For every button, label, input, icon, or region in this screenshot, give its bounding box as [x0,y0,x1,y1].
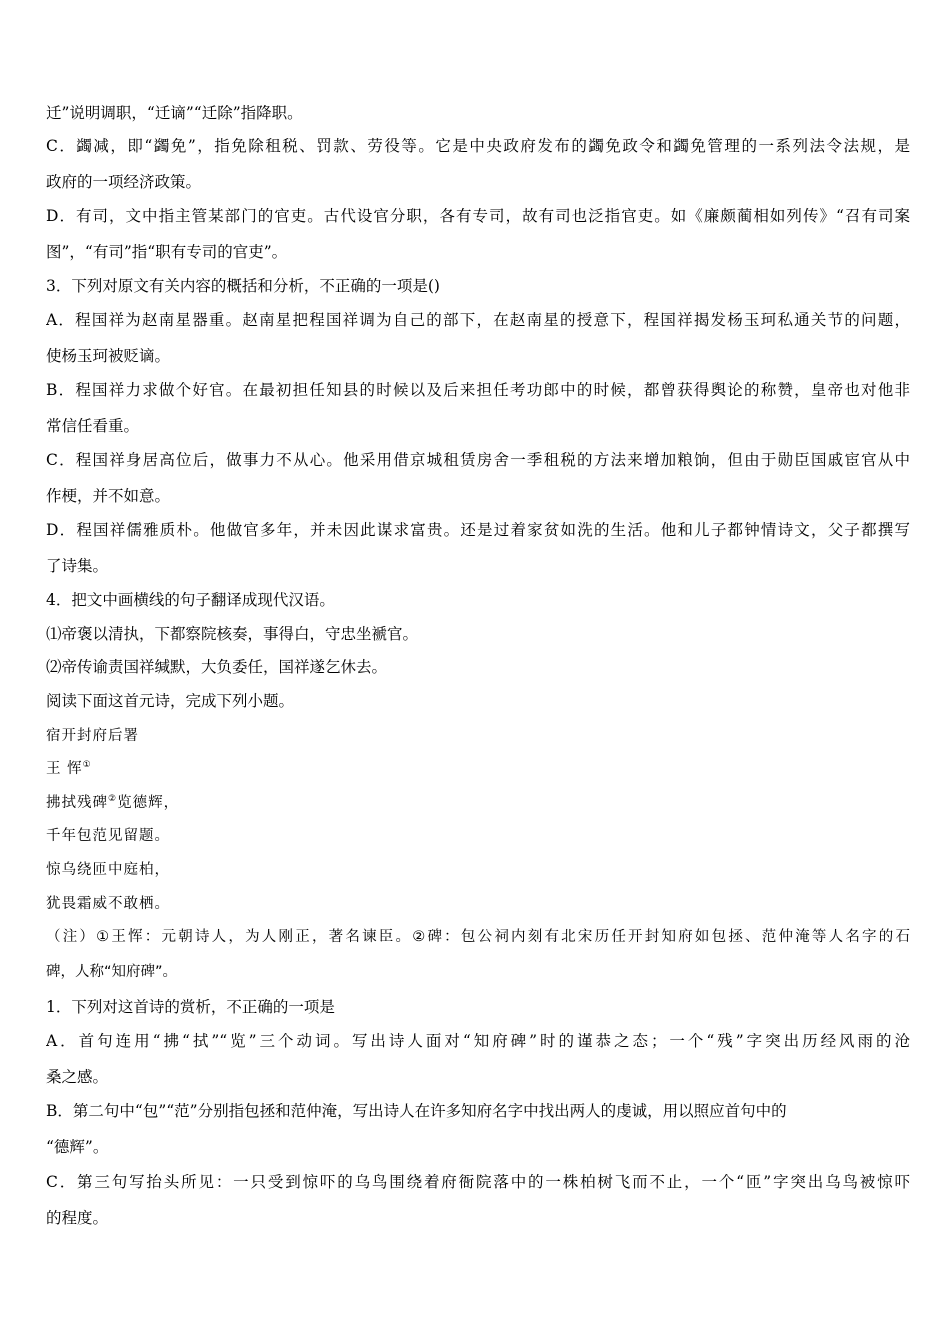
question-3-option-d-line-2: 了诗集。 [46,557,109,575]
question-4-sentence-2: ⑵帝传谕责国祥缄默，大负委任，国祥遂乞休去。 [46,658,388,676]
option-d-vocab-line-1: D．有司，文中指主管某部门的官吏。古代设官分职，各有专司，故有司也泛指官吏。如《廉颇蔺相如列传》“召有司案 [46,207,910,225]
option-c-vocab-line-1: C．蠲减，即“蠲免”，指免除租税、罚款、劳役等。它是中央政府发布的蠲免政令和蠲免管理的一系列法令法规，是 [46,137,910,155]
question-3-option-a-line-1: A．程国祥为赵南星器重。赵南星把程国祥调为自己的部下，在赵南星的授意下，程国祥揭发杨玉珂私通关节的问题， [46,311,910,329]
question-1-option-c-line-2: 的程度。 [46,1209,109,1227]
question-3-option-d-line-1: D．程国祥儒雅质朴。他做官多年，并未因此谋求富贵。还是过着家贫如洗的生活。他和儿子都钟情诗文，父子都撰写 [46,521,910,539]
question-1-option-b-line-1: B．第二句中“包”“范”分别指包拯和范仲淹，写出诗人在许多知府名字中找出两人的虔诚，用以照应首句中的 [46,1102,787,1120]
question-3-option-c-line-2: 作梗，并不如意。 [46,487,171,505]
poem-note-line-1: （注）①王恽：元朝诗人，为人刚正，著名谏臣。②碑：包公祠内刻有北宋历任开封知府如包拯、范仲淹等人名字的石 [46,929,910,945]
question-3-option-b-line-2: 常信任看重。 [46,417,140,435]
poem-line-2: 千年包范见留题。 [46,828,170,844]
question-3-heading: 3．下列对原文有关内容的概括和分析，不正确的一项是() [46,277,440,295]
text-line: 迁”说明调职，“迁谪”“迁除”指降职。 [46,104,303,122]
poem-line-1-part-b: 览德辉， [117,795,180,811]
question-3-option-b-line-1: B．程国祥力求做个好官。在最初担任知县的时候以及后来担任考功郎中的时候，都曾获得舆论的称赞，皇帝也对他非 [46,381,910,399]
question-1-option-a-line-1: A．首句连用“拂“拭”“览”三个动词。写出诗人面对“知府碑”时的谨恭之态；一个“残”字突出历经风雨的沧 [46,1032,910,1050]
question-1-option-b-line-2: “德辉”。 [46,1138,109,1156]
question-3-option-a-line-2: 使杨玉珂被贬谪。 [46,347,171,365]
question-1-option-c-line-1: C．第三句写抬头所见：一只受到惊吓的乌鸟围绕着府衙院落中的一株柏树飞而不止，一个“匝”字突出乌鸟被惊吓 [46,1173,910,1191]
question-3-option-c-line-1: C．程国祥身居高位后，做事力不从心。他采用借京城租赁房舍一季租税的方法来增加粮饷，但由于勋臣国戚宦官从中 [46,451,910,469]
poem-note-line-2: 碑，人称“知府碑”。 [46,964,178,980]
poem-reading-instruction: 阅读下面这首元诗，完成下列小题。 [46,692,295,710]
question-4-heading: 4．把文中画横线的句子翻译成现代汉语。 [46,591,335,609]
poem-author-name: 王 恽 [46,761,83,777]
poem-line-4: 犹畏霜威不敢栖。 [46,896,170,912]
footnote-marker: ① [82,760,92,771]
question-1-option-a-line-2: 桑之感。 [46,1068,109,1086]
poem-line-1 [46,792,910,814]
option-c-vocab-line-2: 政府的一项经济政策。 [46,173,202,191]
poem-title: 宿开封府后署 [46,728,139,744]
question-1-heading: 1．下列对这首诗的赏析，不正确的一项是 [46,998,335,1016]
option-d-vocab-line-2: 图”，“有司”指“职有专司的官吏”。 [46,243,288,261]
poem-line-3: 惊乌绕匝中庭柏， [46,862,170,878]
poem-line-1-part-a: 拂拭残碑 [46,795,108,811]
footnote-marker: ② [108,794,118,805]
question-4-sentence-1: ⑴帝褒以清执，下都察院核奏，事得白，守忠坐褫官。 [46,625,419,643]
poem-author [46,758,910,780]
